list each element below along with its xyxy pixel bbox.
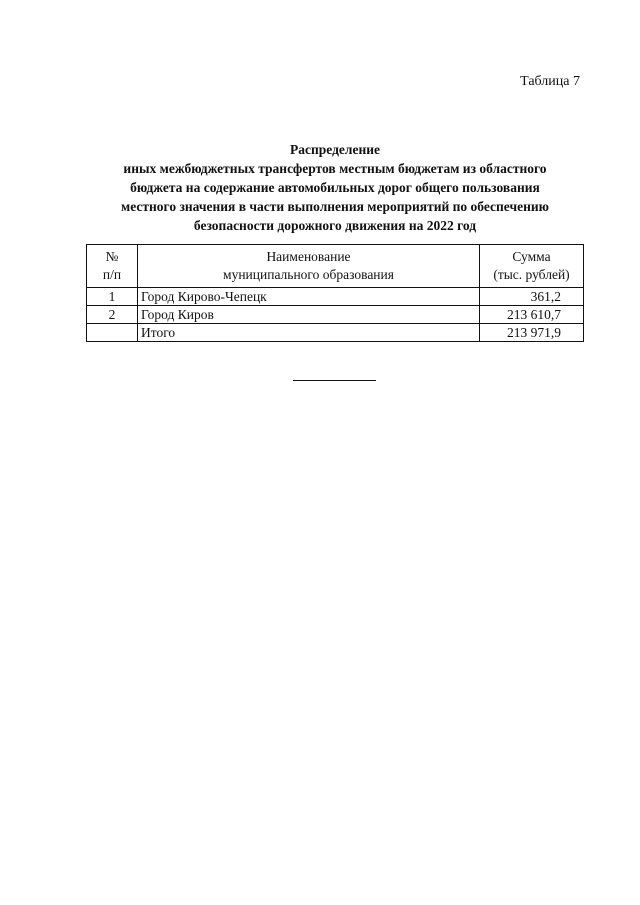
header-name-line1: Наименование <box>266 249 351 264</box>
header-number-line2: п/п <box>102 267 122 282</box>
document-title <box>70 140 600 235</box>
header-sum-line2: (тыс. рублей) <box>493 267 570 282</box>
title-line: иных межбюджетных трансфертов местным бюджетам из областного <box>123 161 547 176</box>
total-number <box>87 324 138 342</box>
title-line: Распределение <box>289 142 381 157</box>
row-sum: 213 610,7 <box>480 306 584 324</box>
table-reference: Таблица 7 <box>520 74 580 89</box>
title-line: местного значения в части выполнения мероприятий по обеспечению <box>121 199 549 214</box>
title-line: бюджета на содержание автомобильных дорог общего пользования <box>130 180 540 195</box>
table-header-row <box>87 245 584 288</box>
row-number: 1 <box>87 288 138 306</box>
table-total-row <box>87 324 584 342</box>
title-line: безопасности дорожного движения на 2022 год <box>193 218 477 233</box>
total-sum: 213 971,9 <box>480 324 584 342</box>
header-number-line1: № <box>105 249 119 264</box>
row-number: 2 <box>87 306 138 324</box>
header-number <box>87 245 138 288</box>
end-divider <box>293 380 376 381</box>
table-row <box>87 306 584 324</box>
table-row <box>87 288 584 306</box>
header-sum <box>480 245 584 288</box>
header-name <box>138 245 480 288</box>
total-label: Итого <box>138 324 480 342</box>
header-name-line2: муниципального образования <box>223 267 394 282</box>
row-sum: 361,2 <box>480 288 584 306</box>
header-sum-line1: Сумма <box>512 249 551 264</box>
row-name: Город Кирово-Чепецк <box>138 288 480 306</box>
distribution-table <box>86 244 584 342</box>
row-name: Город Киров <box>138 306 480 324</box>
